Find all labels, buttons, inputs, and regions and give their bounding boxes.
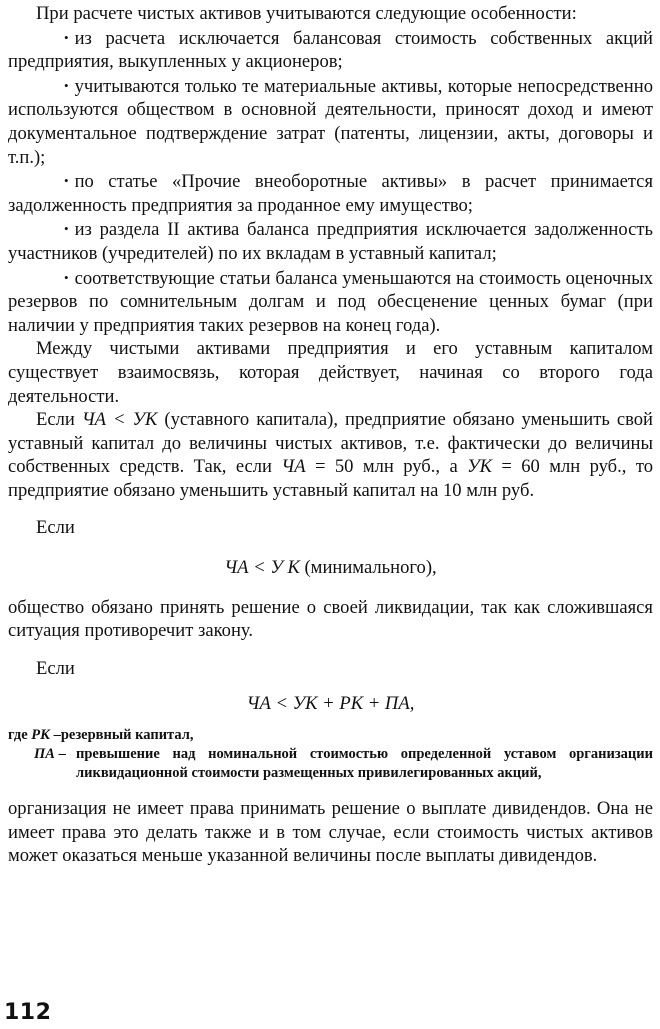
bullet-icon: • <box>64 221 69 237</box>
bullet-icon: • <box>64 269 69 285</box>
page-number: 112 <box>4 1000 52 1025</box>
definition-dash: – <box>54 746 66 763</box>
definition-text: превышение над номинальной стоимостью определенной уставом организации ликвидационной стоимости размещенных привилегированных акций, <box>76 746 653 782</box>
lead-if-1: Если <box>36 517 75 539</box>
condition-expr: ЧА < УК <box>81 409 158 431</box>
definition-pa <box>34 745 653 783</box>
definition-term <box>34 745 76 783</box>
lead-if-2: Если <box>36 657 75 679</box>
definition-text: –резервный капитал, <box>49 727 194 744</box>
list-item <box>8 169 653 217</box>
liquidation-paragraph: общество обязано принять решение о своей ликвидации, так как сложившаяся ситуация противоречит закону. <box>8 596 653 642</box>
charter-capital-symbol: УК <box>467 456 492 478</box>
list-item-text: соответствующие статьи баланса уменьшаются на стоимость оценочных резервов по сомнительным долгам и под обесценение ценных бумаг (при наличии у предприятия таких резервов на конец года). <box>8 267 653 336</box>
list-item <box>8 74 653 169</box>
list-item <box>8 26 653 74</box>
example-paragraph <box>8 408 653 502</box>
list-item-text: из расчета исключается балансовая стоимость собственных акций предприятия, выкупленных у акционеров; <box>8 27 653 73</box>
formula-dividends: ЧА < УК + РК + ПА, <box>246 693 415 715</box>
formula-expr: ЧА < У К <box>224 557 300 579</box>
example-text: (уставного капитала), предприятие обязано уменьшить свой уставный капитал до величины чистых активов, т.е. фактически до величины собственных средств. Так, если <box>8 409 653 478</box>
formula-note: (минимального), <box>299 557 437 579</box>
example-text: = 60 млн руб., то предприятие обязано уменьшить уставный капитал на 10 млн руб. <box>8 456 653 501</box>
net-assets-symbol: ЧА <box>281 456 306 478</box>
page-content <box>8 2 653 868</box>
bullet-icon: • <box>64 29 69 45</box>
list-item-text: учитываются только те материальные активы, которые непосредственно используются обществом в основной деятельности, приносят доход и имеют документальное подтверждение затрат (патенты, лицензии, акты, договоры и т.п.); <box>8 75 653 168</box>
definition-symbol: ПА <box>34 746 55 763</box>
definition-prefix: где <box>8 727 32 744</box>
bullet-icon: • <box>64 77 69 93</box>
example-text: Если <box>36 409 82 431</box>
formula-minimum-capital <box>8 556 653 580</box>
list-item <box>8 217 653 265</box>
intro-paragraph: При расчете чистых активов учитываются следующие особенности: <box>36 3 577 24</box>
list-item-text: по статье «Прочие внеоборотные активы» в расчет принимается задолженность предприятия за проданное ему имущество; <box>8 171 653 216</box>
bullet-list <box>8 26 653 338</box>
final-paragraph: организация не имеет права принимать решение о выплате дивидендов. Она не имеет права это делать также и в том случае, если стоимость чистых активов может оказаться меньше указанной величины после выплаты дивидендов. <box>8 798 653 867</box>
relation-paragraph: Между чистыми активами предприятия и его уставным капиталом существует взаимосвязь, которая действует, начиная со второго года деятельности. <box>8 338 653 407</box>
definition-rk <box>8 726 653 745</box>
list-item-text: из раздела II актива баланса предприятия исключается задолженность участников (учредителей) по их вкладам в уставный капитал; <box>8 219 653 264</box>
definition-symbol: РК <box>31 727 50 744</box>
bullet-icon: • <box>64 173 69 189</box>
list-item <box>8 266 653 338</box>
example-text: = 50 млн руб., а <box>305 456 468 478</box>
formula-definitions <box>8 726 653 783</box>
